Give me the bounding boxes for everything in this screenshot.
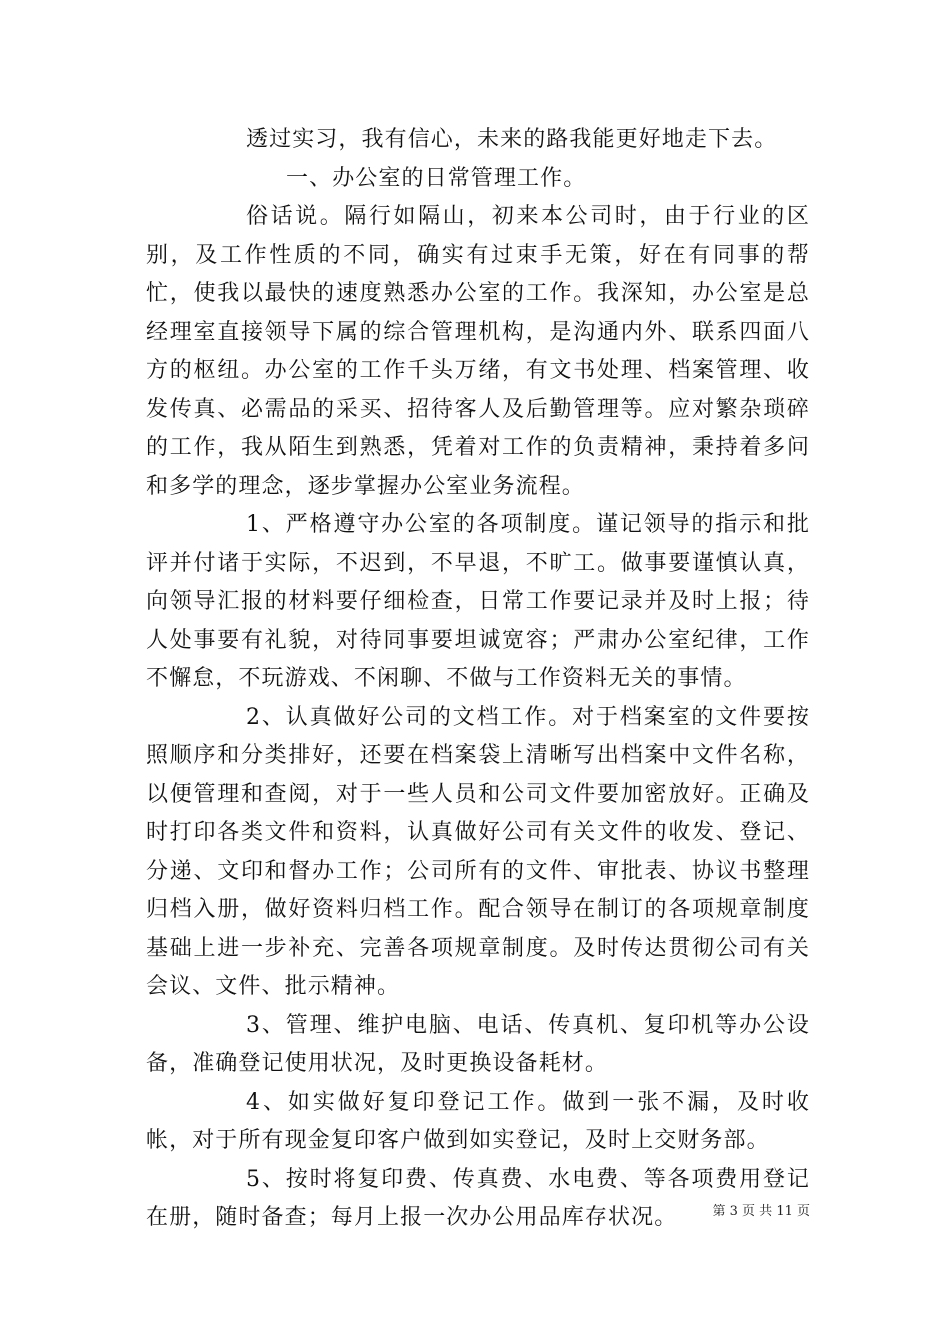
paragraph-overview: 俗话说。隔行如隔山，初来本公司时，由于行业的区别，及工作性质的不同，确实有过束手无策，好在有同事的帮忙，使我以最快的速度熟悉办公室的工作。我深知，办公室是总经理室直接领导下属的综合管理机构，是沟通内外、联系四面八方的枢纽。办公室的工作千头万绪，有文书处理、档案管理、收发传真、必需品的采买、招待客人及后勤管理等。应对繁杂琐碎的工作，我从陌生到熟悉，凭着对工作的负责精神，秉持着多问和多学的理念，逐步掌握办公室业务流程。 — [146, 204, 810, 499]
section-heading: 一、办公室的日常管理工作。 — [286, 165, 587, 191]
paragraph-item-5: 5、按时将复印费、传真费、水电费、等各项费用登记在册，随时备查；每月上报一次办公用品库存状况。 — [146, 1166, 810, 1230]
page-number: 第 3 页 共 11 页 — [712, 1204, 810, 1219]
body-text — [146, 121, 810, 1238]
paragraph-item-3: 3、管理、维护电脑、电话、传真机、复印机等办公设备，准确登记使用状况，及时更换设备耗材。 — [146, 1012, 810, 1076]
paragraph-item-2: 2、认真做好公司的文档工作。对于档案室的文件要按照顺序和分类排好，还要在档案袋上清晰写出档案中文件名称，以便管理和查阅，对于一些人员和公司文件要加密放好。正确及时打印各类文件和资料，认真做好公司有关文件的收发、登记、分递、文印和督办工作；公司所有的文件、审批表、协议书整理归档入册，做好资料归档工作。配合领导在制订的各项规章制度基础上进一步补充、完善各项规章制度。及时传达贯彻公司有关会议、文件、批示精神。 — [146, 704, 810, 999]
paragraph-intro: 透过实习，我有信心，未来的路我能更好地走下去。 — [246, 127, 778, 152]
paragraph-item-1: 1、严格遵守办公室的各项制度。谨记领导的指示和批评并付诸于实际，不迟到，不早退，不旷工。做事要谨慎认真，向领导汇报的材料要仔细检查，日常工作要记录并及时上报；待人处事要有礼貌，对待同事要坦诚宽容；严肃办公室纪律，工作不懈怠，不玩游戏、不闲聊、不做与工作资料无关的事情。 — [146, 512, 810, 691]
paragraph-item-4: 4、如实做好复印登记工作。做到一张不漏，及时收帐，对于所有现金复印客户做到如实登记，及时上交财务部。 — [146, 1089, 810, 1153]
